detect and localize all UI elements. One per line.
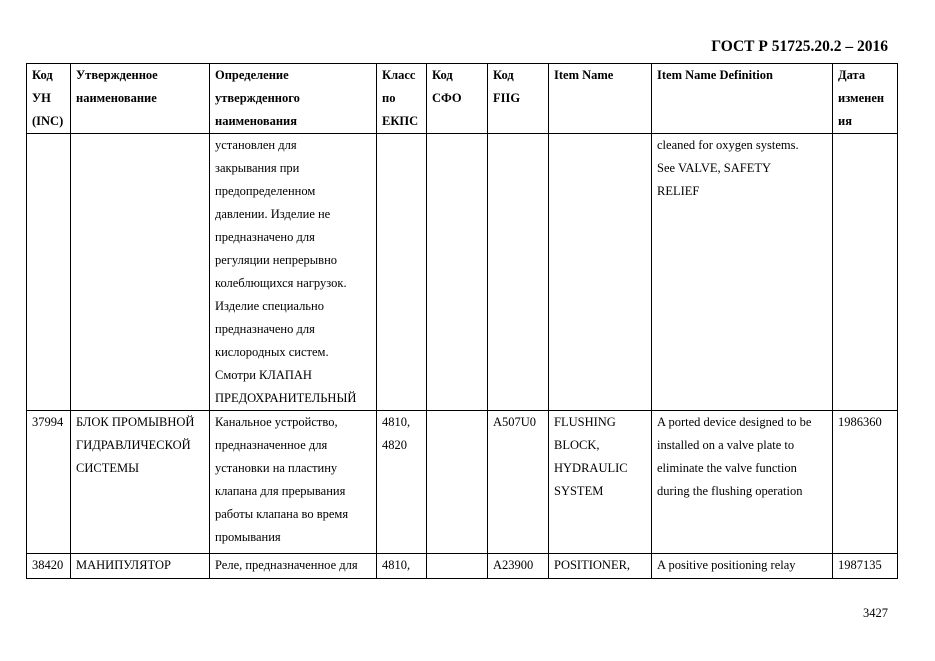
cell-item-def xyxy=(652,134,833,411)
cell-text: A507U0 xyxy=(493,415,537,429)
cell-text: See VALVE, SAFETY xyxy=(657,161,772,175)
header-text: Код xyxy=(493,68,514,82)
cell-text: Изделие специально xyxy=(215,299,324,313)
cell-text: during the flushing operation xyxy=(657,484,803,498)
header-text: СФО xyxy=(432,91,462,105)
cell-date xyxy=(833,554,898,579)
cell-date xyxy=(833,134,898,411)
cell-text: клапана для прерывания xyxy=(215,484,346,498)
cell-sfo xyxy=(427,554,488,579)
cell-text: БЛОК ПРОМЫВНОЙ xyxy=(76,415,195,429)
header-text: Дата xyxy=(838,68,866,82)
table-row xyxy=(27,554,898,579)
cell-text: Реле, предназначенное для xyxy=(215,558,358,572)
header-name xyxy=(71,64,210,134)
header-date xyxy=(833,64,898,134)
header-text: изменен xyxy=(838,91,885,105)
cell-text: 4810, xyxy=(382,415,411,429)
cell-item-def xyxy=(652,554,833,579)
cell-fiig xyxy=(488,554,549,579)
cell-text: FLUSHING xyxy=(554,415,616,429)
cell-definition xyxy=(210,411,377,554)
cell-text: закрывания при xyxy=(215,161,300,175)
header-text: Определение xyxy=(215,68,289,82)
cell-text: СИСТЕМЫ xyxy=(76,461,139,475)
cell-sfo xyxy=(427,411,488,554)
cell-text: предназначено для xyxy=(215,322,315,336)
header-definition xyxy=(210,64,377,134)
document-title: ГОСТ Р 51725.20.2 – 2016 xyxy=(711,38,888,55)
cell-fiig xyxy=(488,411,549,554)
header-text: ЕКПС xyxy=(382,114,419,128)
header-text: Код xyxy=(32,68,53,82)
cell-text: A ported device designed to be xyxy=(657,415,812,429)
cell-text: SYSTEM xyxy=(554,484,604,498)
cell-text: 38420 xyxy=(32,558,64,572)
cell-text: eliminate the valve function xyxy=(657,461,797,475)
header-text: утвержденного xyxy=(215,91,300,105)
header-text: наименования xyxy=(215,114,298,128)
cell-text: предназначено для xyxy=(215,230,315,244)
cell-text: 1987135 xyxy=(838,558,882,572)
cell-ekps xyxy=(377,554,427,579)
cell-fiig xyxy=(488,134,549,411)
header-text: наименование xyxy=(76,91,157,105)
cell-name xyxy=(71,411,210,554)
header-text: по xyxy=(382,91,396,105)
page-number: 3427 xyxy=(863,606,888,620)
cell-text: ПРЕДОХРАНИТЕЛЬНЫЙ xyxy=(215,391,357,405)
cell-text: installed on a valve plate to xyxy=(657,438,795,452)
cell-name xyxy=(71,554,210,579)
cell-text: 37994 xyxy=(32,415,64,429)
cell-text: BLOCK, xyxy=(554,438,600,452)
cell-text: кислородных систем. xyxy=(215,345,329,359)
cell-text: Канальное устройство, xyxy=(215,415,338,429)
cell-sfo xyxy=(427,134,488,411)
header-text: Класс xyxy=(382,68,416,82)
cell-inc xyxy=(27,134,71,411)
cell-inc xyxy=(27,554,71,579)
cell-text: МАНИПУЛЯТОР xyxy=(76,558,171,572)
cell-item-name xyxy=(549,411,652,554)
cell-item-def xyxy=(652,411,833,554)
cell-text: 4820 xyxy=(382,438,407,452)
cell-text: установлен для xyxy=(215,138,297,152)
cell-text: регуляции непрерывно xyxy=(215,253,338,267)
header-text: (INC) xyxy=(32,114,64,128)
header-sfo xyxy=(427,64,488,134)
header-ekps xyxy=(377,64,427,134)
header-inc xyxy=(27,64,71,134)
cell-text: 1986360 xyxy=(838,415,882,429)
header-text: ия xyxy=(838,114,852,128)
header-fiig xyxy=(488,64,549,134)
cell-text: предопределенном xyxy=(215,184,316,198)
table-row xyxy=(27,134,898,411)
header-text: Item Name Definition xyxy=(657,68,773,82)
catalog-table xyxy=(26,63,898,579)
cell-item-name xyxy=(549,134,652,411)
cell-text: колеблющихся нагрузок. xyxy=(215,276,347,290)
header-text: FIIG xyxy=(493,91,521,105)
cell-text: давлении. Изделие не xyxy=(215,207,331,221)
cell-text: cleaned for oxygen systems. xyxy=(657,138,799,152)
cell-text: установки на пластину xyxy=(215,461,338,475)
header-text: УН xyxy=(32,91,51,105)
header-text: Утвержденное xyxy=(76,68,158,82)
cell-text: HYDRAULIC xyxy=(554,461,628,475)
table-row xyxy=(27,411,898,554)
cell-ekps xyxy=(377,411,427,554)
cell-text: A positive positioning relay xyxy=(657,558,796,572)
cell-text: POSITIONER, xyxy=(554,558,631,572)
cell-text: 4810, xyxy=(382,558,411,572)
cell-item-name xyxy=(549,554,652,579)
cell-text: предназначенное для xyxy=(215,438,328,452)
cell-inc xyxy=(27,411,71,554)
cell-text: Смотри КЛАПАН xyxy=(215,368,312,382)
header-text: Код xyxy=(432,68,453,82)
cell-text: ГИДРАВЛИЧЕСКОЙ xyxy=(76,438,191,452)
cell-text: RELIEF xyxy=(657,184,700,198)
header-row xyxy=(27,64,898,134)
cell-definition xyxy=(210,134,377,411)
cell-text: промывания xyxy=(215,530,281,544)
cell-text: A23900 xyxy=(493,558,534,572)
cell-definition xyxy=(210,554,377,579)
cell-date xyxy=(833,411,898,554)
header-text: Item Name xyxy=(554,68,614,82)
cell-name xyxy=(71,134,210,411)
header-item-name xyxy=(549,64,652,134)
cell-ekps xyxy=(377,134,427,411)
cell-text: работы клапана во время xyxy=(215,507,349,521)
header-item-def xyxy=(652,64,833,134)
